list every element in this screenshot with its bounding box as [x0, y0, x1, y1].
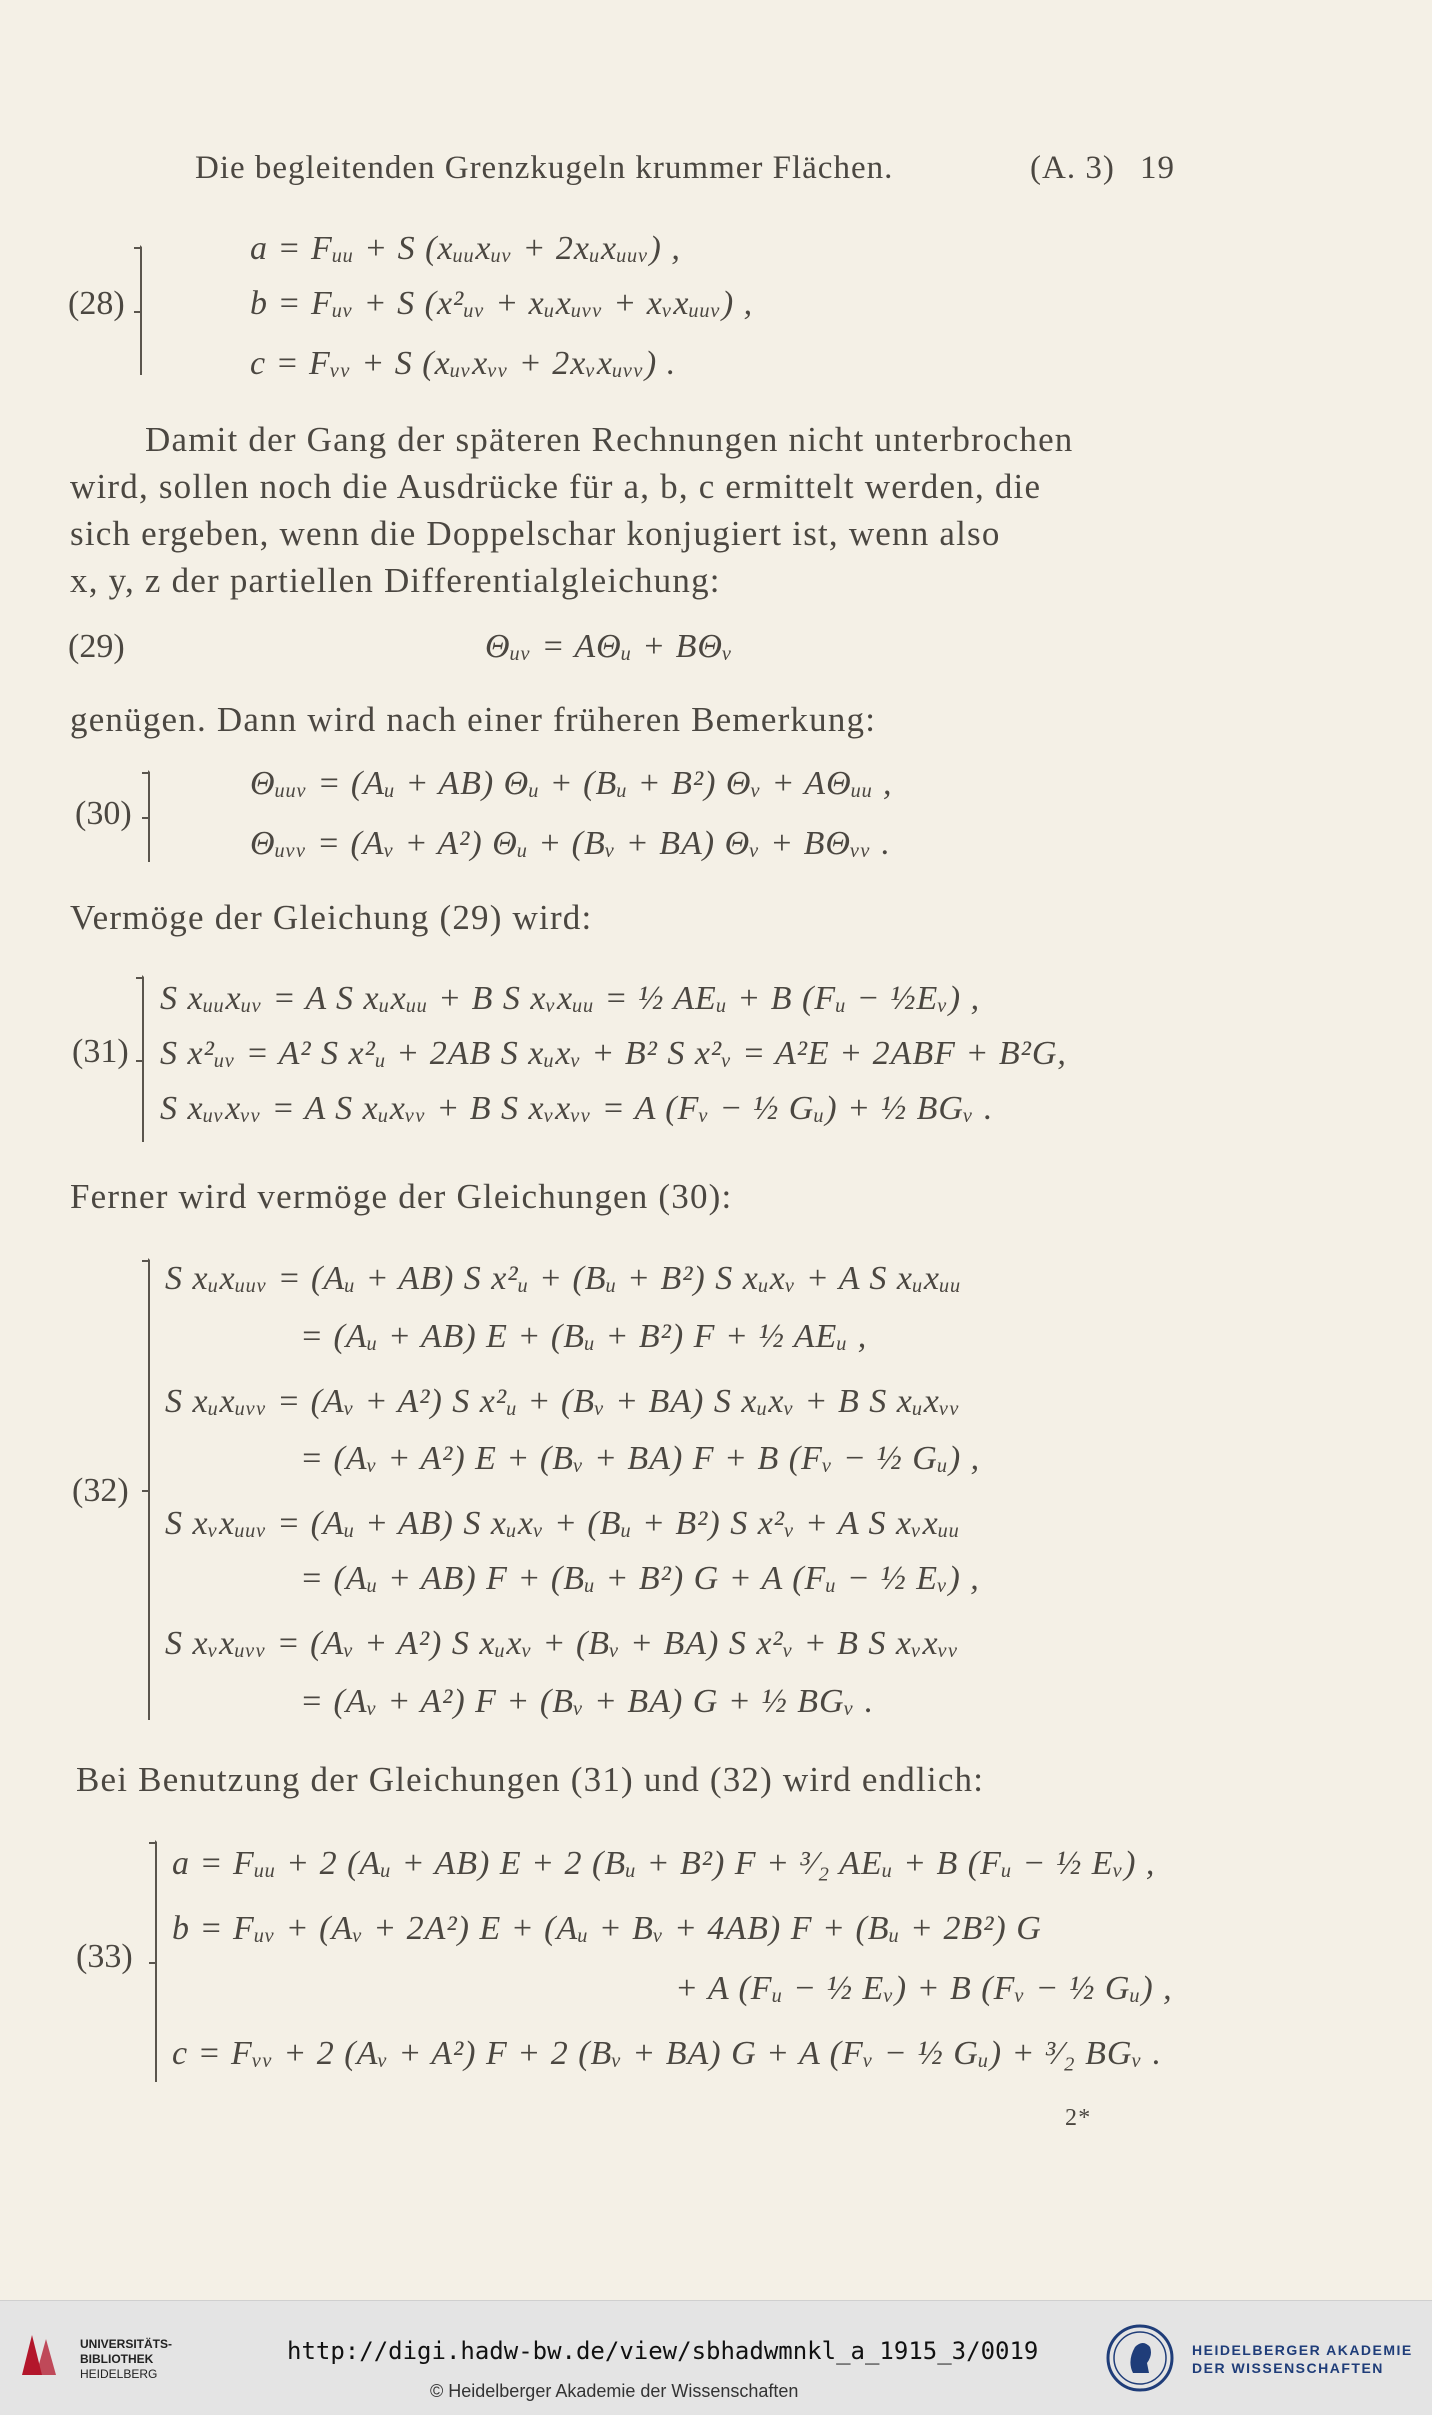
paragraph-1-line-2: wird, sollen noch die Ausdrücke für a, b, c ermittelt werden, die [70, 467, 1042, 506]
equation-number-32: (32) [72, 1472, 129, 1509]
brace-28 [140, 245, 142, 375]
paragraph-1-line-1: Damit der Gang der späteren Rechnungen nicht unterbrochen [145, 420, 1074, 459]
library-name [80, 2337, 172, 2382]
equation-32-line-4: = (Aᵥ + A²) E + (Bᵥ + BA) F + B (Fᵥ − ½ Gᵤ) , [300, 1440, 981, 1477]
equation-number-29: (29) [68, 628, 125, 665]
equation-33-line-1: a = Fᵤᵤ + 2 (Aᵤ + AB) E + 2 (Bᵤ + B²) F + ³⁄₂ AEᵤ + B (Fᵤ − ½ Eᵥ) , [172, 1845, 1156, 1882]
equation-32-line-3: S xᵤxᵤᵥᵥ = (Aᵥ + A²) S x²ᵤ + (Bᵥ + BA) S xᵤxᵥ + B S xᵤxᵥᵥ [165, 1383, 961, 1420]
equation-28-line-2: b = Fᵤᵥ + S (x²ᵤᵥ + xᵤxᵤᵥᵥ + xᵥxᵤᵤᵥ) , [250, 285, 754, 322]
permalink-url[interactable]: http://digi.hadw-bw.de/view/sbhadwmnkl_a_1915_3/0019 [287, 2337, 1039, 2365]
equation-number-31: (31) [72, 1033, 129, 1070]
equation-32-line-8: = (Aᵥ + A²) F + (Bᵥ + BA) G + ½ BGᵥ . [300, 1683, 875, 1720]
equation-32-line-7: S xᵥxᵤᵥᵥ = (Aᵥ + A²) S xᵤxᵥ + (Bᵥ + BA) S x²ᵥ + B S xᵥxᵥᵥ [165, 1625, 960, 1662]
academy-name-line-1: HEIDELBERGER AKADEMIE [1192, 2342, 1413, 2358]
equation-31-line-2: S x²ᵤᵥ = A² S x²ᵤ + 2AB S xᵤxᵥ + B² S x²ᵥ = A²E + 2ABF + B²G, [160, 1035, 1067, 1072]
printer-signature: 2* [1065, 2105, 1092, 2131]
equation-33-line-2: b = Fᵤᵥ + (Aᵥ + 2A²) E + (Aᵤ + Bᵥ + 4AB) F + (Bᵤ + 2B²) G [172, 1910, 1042, 1947]
equation-30-line-2: Θᵤᵥᵥ = (Aᵥ + A²) Θᵤ + (Bᵥ + BA) Θᵥ + BΘᵥᵥ . [250, 825, 891, 862]
equation-33-line-3: + A (Fᵤ − ½ Eᵥ) + B (Fᵥ − ½ Gᵤ) , [675, 1970, 1173, 2007]
equation-number-30: (30) [75, 795, 132, 832]
academy-logo-icon [1105, 2323, 1175, 2393]
academy-name [1192, 2341, 1413, 2377]
equation-30-line-1: Θᵤᵤᵥ = (Aᵤ + AB) Θᵤ + (Bᵤ + B²) Θᵥ + AΘᵤᵤ , [250, 765, 893, 802]
brace-31 [142, 975, 144, 1142]
header-section: (A. 3) [1030, 150, 1115, 186]
paragraph-5: Bei Benutzung der Gleichungen (31) und (32) wird endlich: [76, 1760, 985, 1799]
page-number: 19 [1140, 150, 1175, 186]
equation-31-line-3: S xᵤᵥxᵥᵥ = A S xᵤxᵥᵥ + B S xᵥxᵥᵥ = A (Fᵥ − ½ Gᵤ) + ½ BGᵥ . [160, 1090, 994, 1127]
academy-name-line-2: DER WISSENSCHAFTEN [1192, 2360, 1384, 2376]
equation-28-line-1: a = Fᵤᵤ + S (xᵤᵤxᵤᵥ + 2xᵤxᵤᵤᵥ) , [250, 230, 681, 267]
paragraph-1-line-3: sich ergeben, wenn die Doppelschar konjugiert ist, wenn also [70, 514, 1001, 553]
equation-32-line-2: = (Aᵤ + AB) E + (Bᵤ + B²) F + ½ AEᵤ , [300, 1318, 868, 1355]
copyright-notice: © Heidelberger Akademie der Wissenschaften [430, 2381, 799, 2401]
equation-32-line-6: = (Aᵤ + AB) F + (Bᵤ + B²) G + A (Fᵤ − ½ Eᵥ) , [300, 1560, 980, 1597]
library-name-line-2: BIBLIOTHEK [80, 2352, 154, 2366]
equation-number-28: (28) [68, 285, 125, 322]
equation-29: Θᵤᵥ = AΘᵤ + BΘᵥ [485, 628, 734, 665]
equation-28-line-3: c = Fᵥᵥ + S (xᵤᵥxᵥᵥ + 2xᵥxᵤᵥᵥ) . [250, 345, 677, 382]
equation-33-line-4: c = Fᵥᵥ + 2 (Aᵥ + A²) F + 2 (Bᵥ + BA) G + A (Fᵥ − ½ Gᵤ) + ³⁄₂ BGᵥ . [172, 2035, 1162, 2072]
paragraph-4: Ferner wird vermöge der Gleichungen (30): [70, 1177, 733, 1216]
brace-33 [155, 1840, 157, 2082]
equation-number-33: (33) [76, 1938, 133, 1975]
brace-32 [148, 1258, 150, 1720]
library-name-line-1: UNIVERSITÄTS- [80, 2337, 173, 2351]
paragraph-1-line-4: x, y, z der partiellen Differentialgleichung: [70, 561, 721, 600]
equation-32-line-1: S xᵤxᵤᵤᵥ = (Aᵤ + AB) S x²ᵤ + (Bᵤ + B²) S xᵤxᵥ + A S xᵤxᵤᵤ [165, 1260, 962, 1297]
paragraph-3: Vermöge der Gleichung (29) wird: [70, 898, 593, 937]
footer-bar [0, 2300, 1432, 2415]
equation-31-line-1: S xᵤᵤxᵤᵥ = A S xᵤxᵤᵤ + B S xᵥxᵤᵤ = ½ AEᵤ + B (Fᵤ − ½Eᵥ) , [160, 980, 981, 1017]
equation-32-line-5: S xᵥxᵤᵤᵥ = (Aᵤ + AB) S xᵤxᵥ + (Bᵤ + B²) S x²ᵥ + A S xᵥxᵤᵤ [165, 1505, 961, 1542]
library-name-line-3: HEIDELBERG [80, 2367, 158, 2381]
header-title: Die begleitenden Grenzkugeln krummer Flächen. [195, 150, 894, 186]
brace-30 [148, 770, 150, 862]
paragraph-2: genügen. Dann wird nach einer früheren Bemerkung: [70, 700, 877, 739]
library-logo-icon [14, 2325, 64, 2385]
